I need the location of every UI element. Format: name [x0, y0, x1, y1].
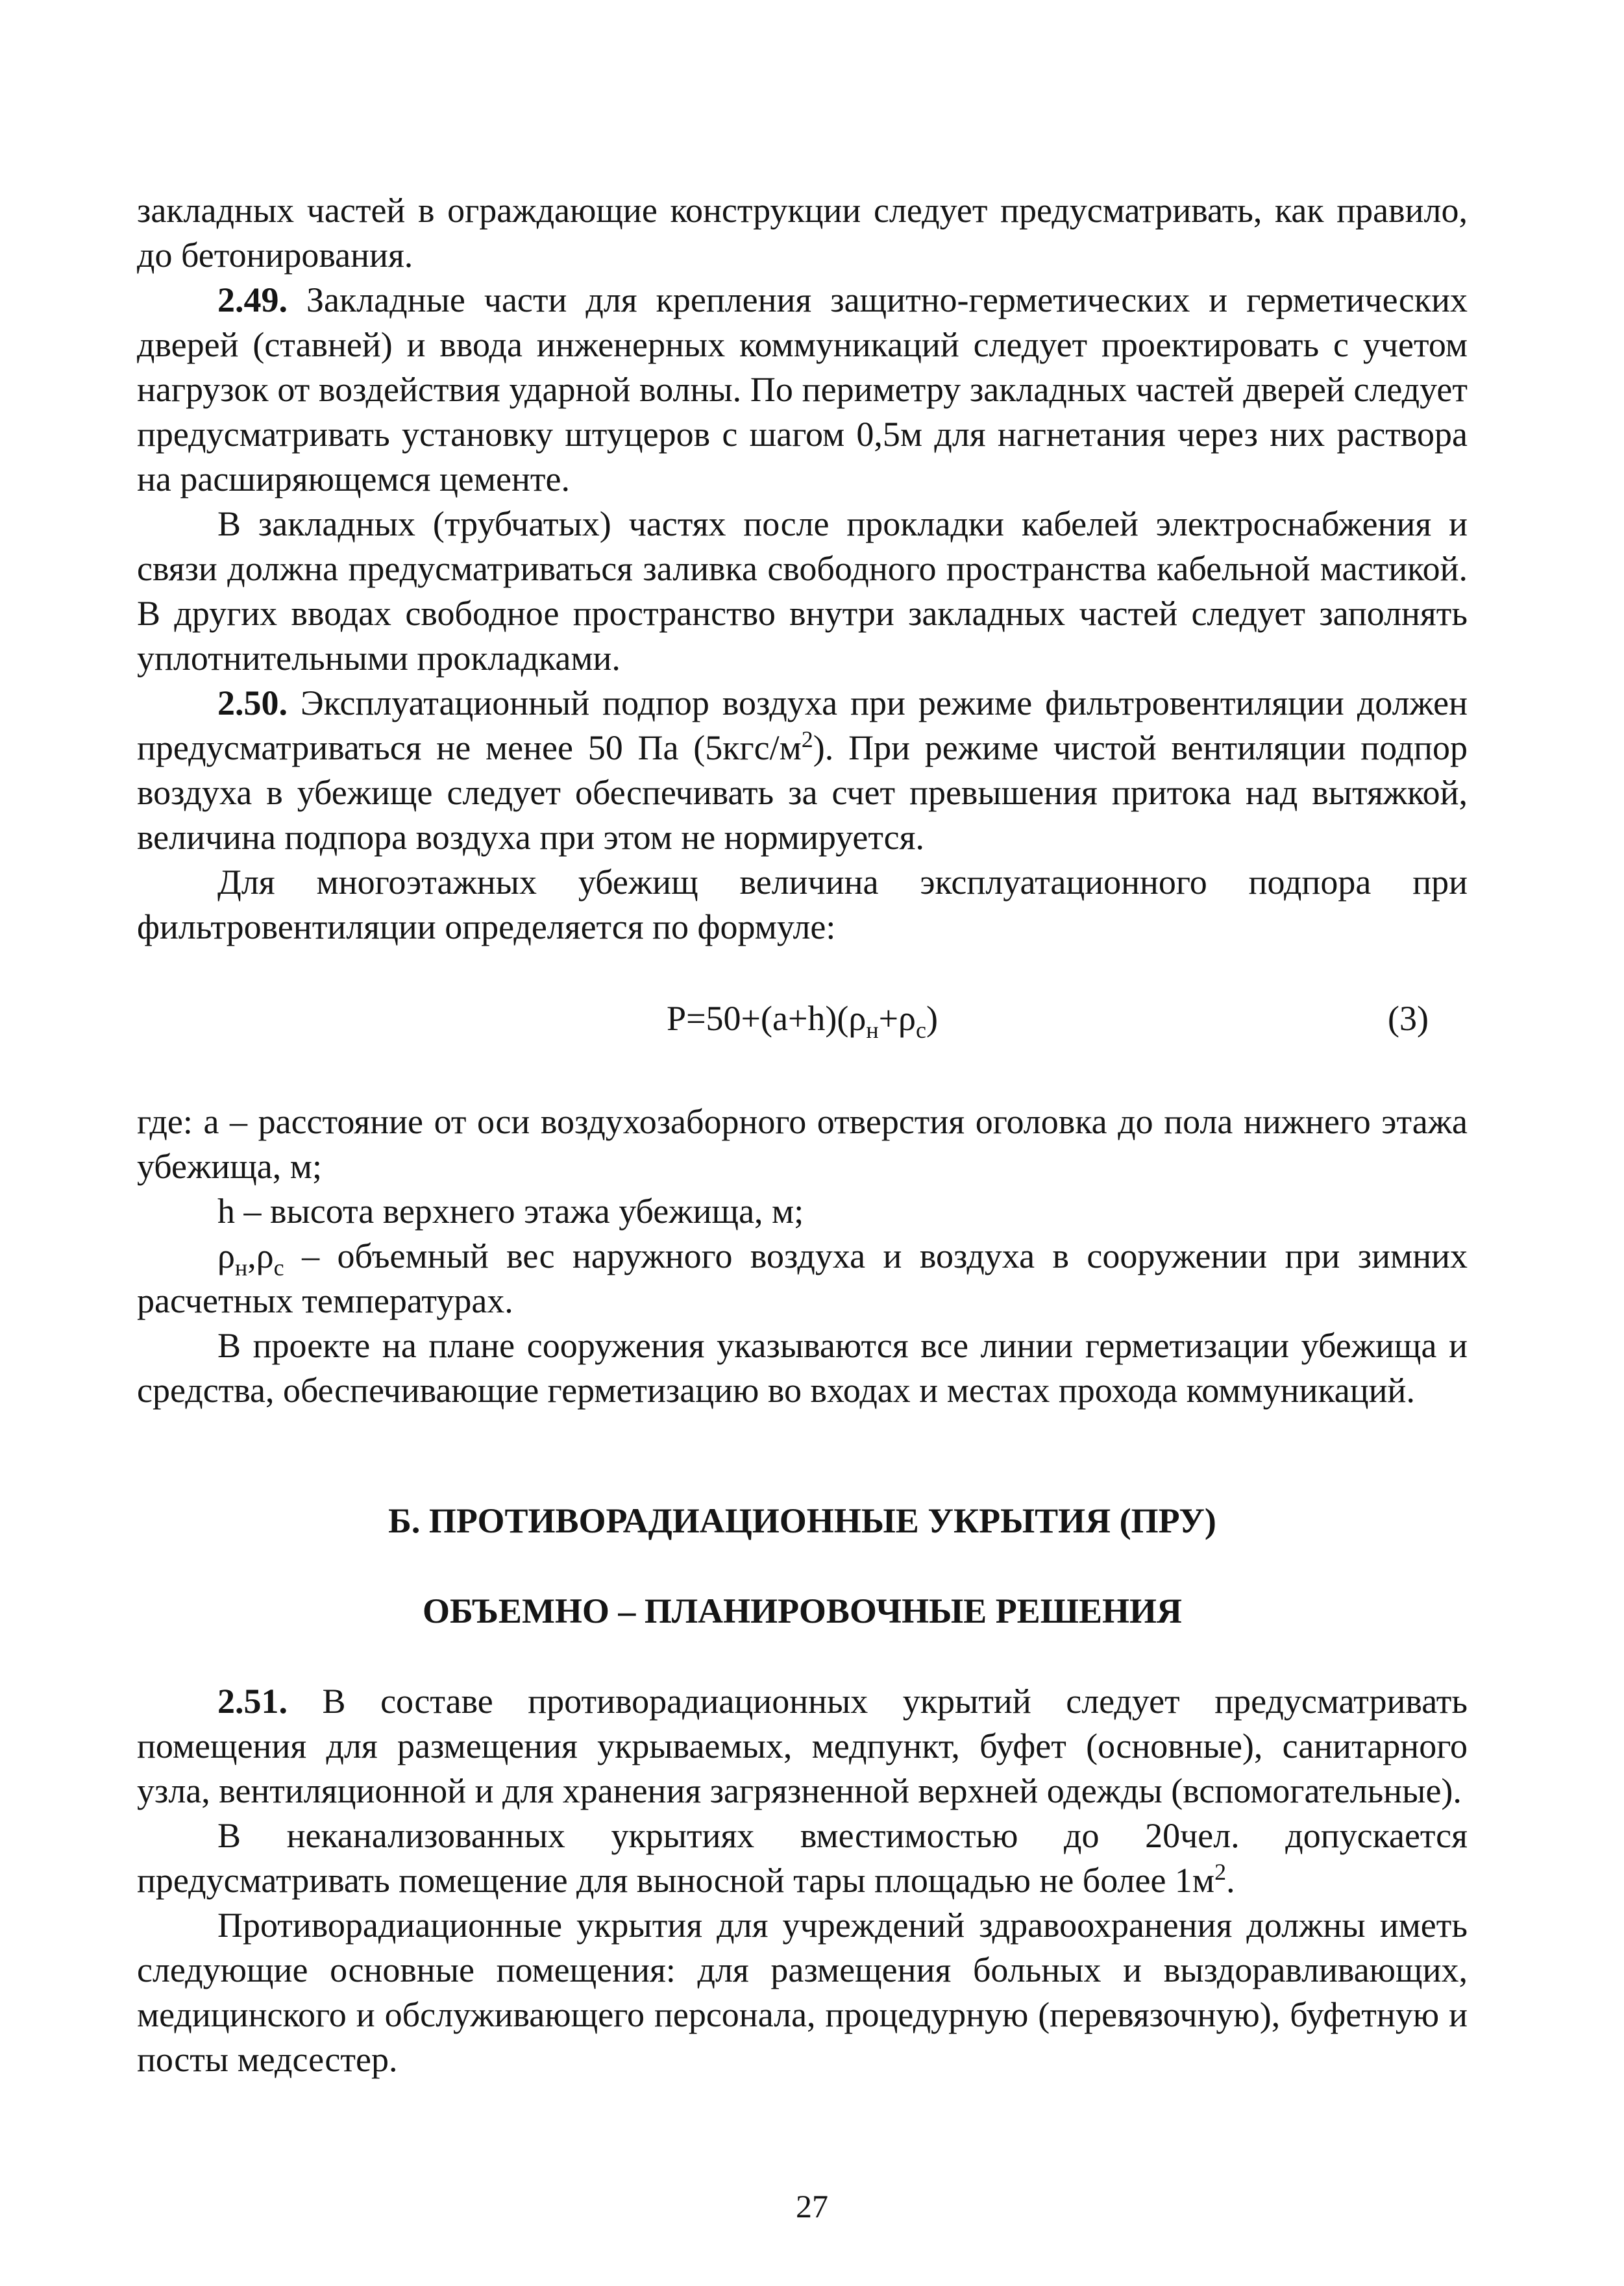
- paragraph-continuation: закладных частей в ограждающие конструкции следует предусматривать, как правило, до бетонирования.: [137, 191, 1468, 275]
- formula-subscript: н: [866, 1016, 879, 1043]
- subsection-heading: ОБЪЕМНО – ПЛАНИРОВОЧНЫЕ РЕШЕНИЯ: [422, 1592, 1183, 1630]
- page-number: 27: [796, 2188, 828, 2224]
- symbol-subscript: с: [273, 1254, 284, 1281]
- definition-h: h – высота верхнего этажа убежища, м;: [217, 1192, 804, 1231]
- clause-text: Эксплуатационный подпор воздуха при режиме фильтровентиляции должен предусматриваться не менее 50 Па (5кгс/м: [137, 683, 1468, 767]
- clause-number: 2.51.: [217, 1682, 288, 1721]
- formula-row: [137, 996, 1468, 1041]
- paragraph-cable-sealing: В закладных (трубчатых) частях после прокладки кабелей электроснабжения и связи должна предусматриваться заливка свободного пространства кабельной мастикой. В других вводах свободное пространство внутри закладных частей следует заполнять уплотнительными прокладками.: [137, 504, 1468, 678]
- section-heading: Б. ПРОТИВОРАДИАЦИОННЫЕ УКРЫТИЯ (ПРУ): [388, 1501, 1216, 1540]
- formula-subscript: с: [915, 1016, 926, 1043]
- paragraph-text-end: .: [1226, 1861, 1235, 1900]
- clause-text-cont: ). При режиме чистой вентиляции подпор воздуха в убежище следует обеспечивать за счет превышения притока над вытяжкой, величина подпора воздуха при этом не нормируется.: [137, 728, 1468, 857]
- paragraph-healthcare: Противорадиационные укрытия для учреждений здравоохранения должны иметь следующие основные помещения: для размещения больных и выздоравливающих, медицинского и обслуживающего персонала, процедурную (перевязочную), буфетную и посты медсестер.: [137, 1906, 1468, 2079]
- paragraph-non-sewered: [137, 1813, 1468, 1903]
- definition-rho: [137, 1234, 1468, 1323]
- formula-part: ): [926, 999, 938, 1038]
- formula-part: P=50+(a+h)(ρ: [667, 999, 867, 1038]
- superscript: 2: [801, 726, 813, 752]
- definition-text: – объемный вес наружного воздуха и воздуха в сооружении при зимних расчетных температурах.: [137, 1236, 1468, 1320]
- clause-text: Закладные части для крепления защитно-герметических и герметических дверей (ставней) и ввода инженерных коммуникаций следует проектировать с учетом нагрузок от воздействия ударной волны. По периметру закладных частей дверей следует предусматривать установку штуцеров с шагом 0,5м для нагнетания через них раствора на расширяющемся цементе.: [137, 280, 1468, 498]
- paragraph-text: В неканализованных укрытиях вместимостью до 20чел. допускается предусматривать помещение для выносной тары площадью не более 1м: [137, 1816, 1468, 1900]
- paragraph-sealing-plan: В проекте на плане сооружения указываются все линии герметизации убежища и средства, обеспечивающие герметизацию во входах и местах прохода коммуникаций.: [137, 1326, 1468, 1410]
- clause-number: 2.49.: [217, 280, 288, 319]
- formula-part: +ρ: [878, 999, 916, 1038]
- superscript: 2: [1214, 1859, 1227, 1885]
- clause-2-51: [137, 1679, 1468, 1813]
- document-page: [137, 188, 1468, 2082]
- formula-number: (3): [1388, 999, 1429, 1038]
- clause-2-49: [137, 278, 1468, 502]
- symbol: ,ρ: [247, 1236, 274, 1275]
- paragraph-formula-intro: Для многоэтажных убежищ величина эксплуатационного подпора при фильтровентиляции определяется по формуле:: [137, 863, 1468, 946]
- clause-number: 2.50.: [217, 683, 288, 722]
- clause-text: В составе противорадиационных укрытий следует предусматривать помещения для размещения укрываемых, медпункт, буфет (основные), санитарного узла, вентиляционной и для хранения загрязненной верхней одежды (вспомогательные).: [137, 1682, 1468, 1810]
- clause-2-50: [137, 681, 1468, 860]
- definition-a: где: а – расстояние от оси воздухозаборного отверстия оголовка до пола нижнего этажа убежища, м;: [137, 1102, 1468, 1186]
- formula: [137, 996, 1468, 1041]
- symbol-subscript: н: [234, 1254, 248, 1281]
- symbol: ρ: [217, 1236, 235, 1275]
